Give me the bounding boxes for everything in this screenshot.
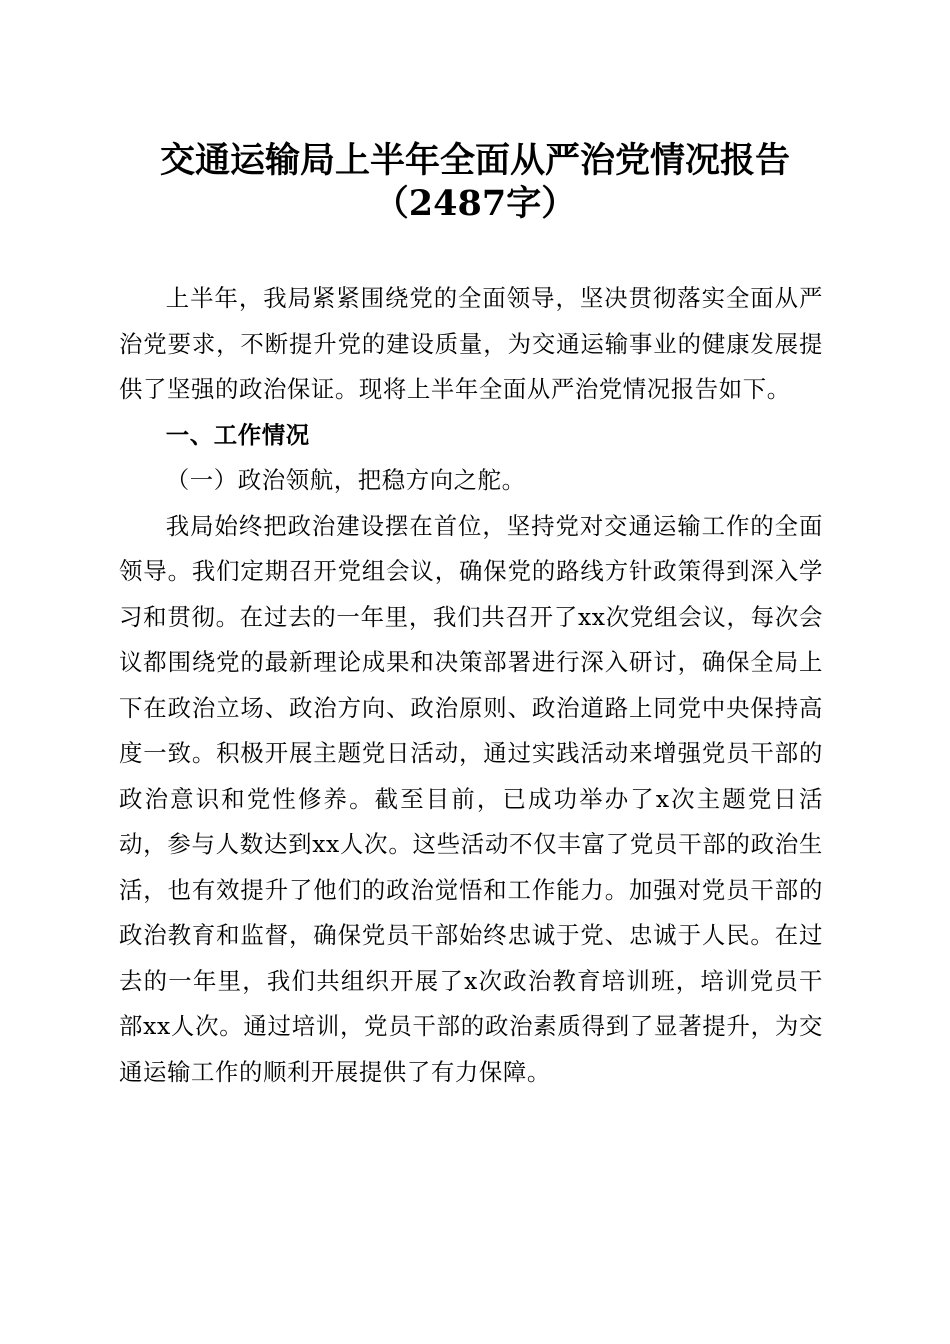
- subsection-body-paragraph: 我局始终把政治建设摆在首位，坚持党对交通运输工作的全面领导。我们定期召开党组会议，确保党的路线方针政策得到深入学习和贯彻。在过去的一年里，我们共召开了xx次党组会议，每次会议都围绕党的最新理论成果和决策部署进行深入研讨，确保全局上下在政治立场、政治方向、政治原则、政治道路上同党中央保持高度一致。积极开展主题党日活动，通过实践活动来增强党员干部的政治意识和党性修养。截至目前，已成功举办了x次主题党日活动，参与人数达到xx人次。这些活动不仅丰富了党员干部的政治生活，也有效提升了他们的政治觉悟和工作能力。加强对党员干部的政治教育和监督，确保党员干部始终忠诚于党、忠诚于人民。在过去的一年里，我们共组织开展了x次政治教育培训班，培训党员干部xx人次。通过培训，党员干部的政治素质得到了显著提升，为交通运输工作的顺利开展提供了有力保障。: [119, 511, 823, 1086]
- subsection-heading-political-leadership: （一）政治领航，把稳方向之舵。: [165, 466, 526, 494]
- intro-paragraph: 上半年，我局紧紧围绕党的全面领导，坚决贯彻落实全面从严治党要求，不断提升党的建设质量，为交通运输事业的健康发展提供了坚强的政治保证。现将上半年全面从严治党情况报告如下。: [119, 284, 823, 403]
- section-heading-work-status: 一、工作情况: [165, 420, 310, 449]
- document-word-count: （2487字）: [373, 183, 577, 224]
- document-title: 交通运输局上半年全面从严治党情况报告: [159, 140, 790, 181]
- document-body: [119, 276, 823, 1095]
